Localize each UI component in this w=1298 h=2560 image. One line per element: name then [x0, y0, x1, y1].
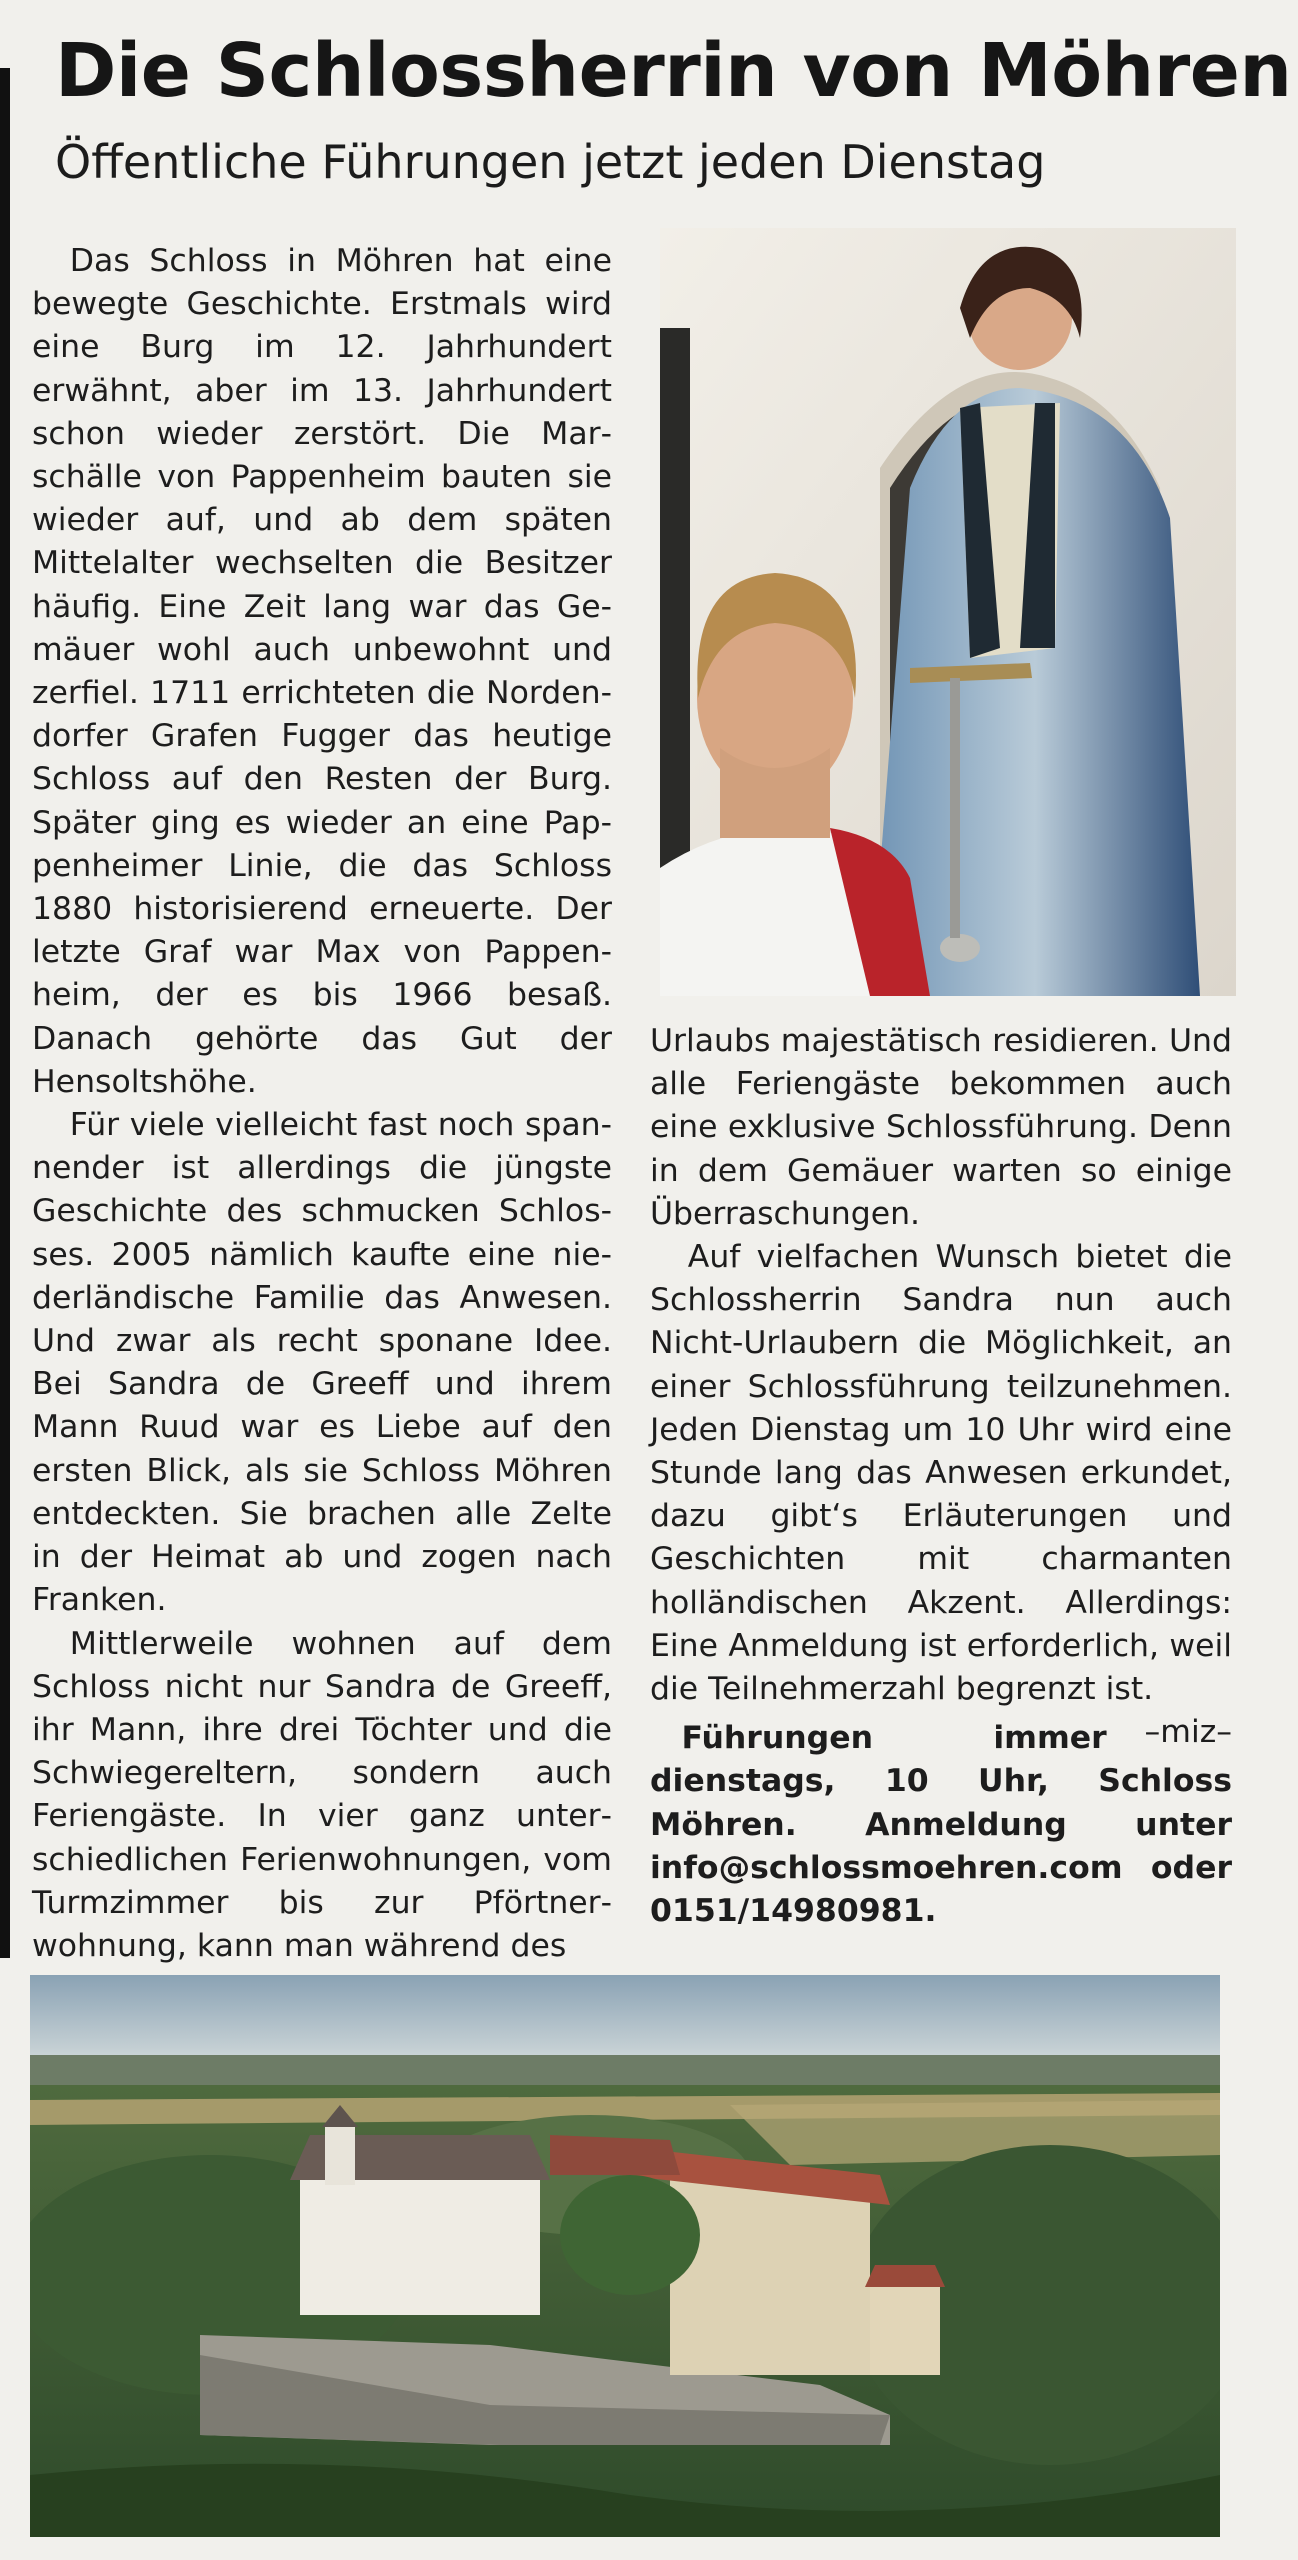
page-edge — [0, 68, 10, 1958]
paragraph-residence: Urlaubs majestätisch residieren. Und alle Feriengäste bekommen auch eine exklusive Schlossführung. Denn in dem Gemäuer warten so einige Überraschungen. — [650, 1023, 1232, 1232]
info-box: Führungen immer dienstags, 10 Uhr, Schloss Möhren. Anmeldung unter info@schlossmoehren.com oder 0151/14980981. — [650, 1720, 1232, 1930]
article-column-left — [32, 240, 612, 1968]
subheadline: Öffentliche Führungen jetzt jeden Dienstag — [55, 135, 1046, 189]
headline: Die Schlossherrin von Möhren — [55, 28, 1292, 114]
photo-aerial-castle — [30, 1975, 1220, 2537]
paragraph-residents: Mittlerweile wohnen auf dem Schloss nicht nur Sandra de Greeff, ihr Mann, ihre drei Töchter und die Schwiegereltern, sondern auch Feriengäste. In vier ganz unterschiedlichen Ferienwohnungen, vom Turmzimmer bis zur Pförtnerwohnung, kann man während des — [32, 1625, 612, 1964]
author-signature: –miz– — [1144, 1714, 1232, 1751]
article-column-right — [650, 1020, 1232, 1933]
paragraph-new-owners: Für viele vielleicht fast noch spannender ist allerdings die jüngste Geschichte des schmucken Schlosses. 2005 nämlich kaufte eine niederländische Familie das Anwesen. Und zwar als recht sponane Idee. Bei Sandra de Greeff und ihrem Mann Ruud war es Liebe auf den ersten Blick, als sie Schloss Möhren entdeckten. Sie brachen alle Zelte in der Heimat ab und zogen nach Franken. — [32, 1107, 612, 1619]
paragraph-history: Das Schloss in Möhren hat eine bewegte Geschichte. Erstmals wird eine Burg im 12. Jahrhundert erwähnt, aber im 13. Jahrhundert schon wieder zerstört. Die Marschälle von Pappenheim bauten sie wieder auf, und ab dem späten Mittelalter wechselten die Besitzer häufig. Eine Zeit lang war das Gemäuer wohl auch unbewohnt und zerfiel. 1711 errichteten die Nordendorfer Grafen Fugger das heutige Schloss auf den Resten der Burg. Später ging es wieder an eine Pappenheimer Linie, die das Schloss 1880 historisierend erneuerte. Der letzte Graf war Max von Pappenheim, der es bis 1966 besaß. Danach gehörte das Gut der Hensoltshöhe. — [32, 243, 612, 1100]
paragraph-tours-text: Auf vielfachen Wunsch bietet die Schlossherrin Sandra nun auch Nicht-Urlaubern die Möglichkeit, an einer Schlossführung teilzunehmen. Jeden Dienstag um 10 Uhr wird eine Stunde lang das Anwesen erkundet, dazu gibt‘s Erläuterungen und Geschichten mit charmanten holländischen Akzent. Allerdings: Eine Anmeldung ist erforderlich, weil die Teilnehmerzahl begrenzt ist. — [650, 1239, 1232, 1708]
photo-castle-lady-with-child — [660, 228, 1236, 996]
paragraph-tours — [650, 1236, 1232, 1751]
